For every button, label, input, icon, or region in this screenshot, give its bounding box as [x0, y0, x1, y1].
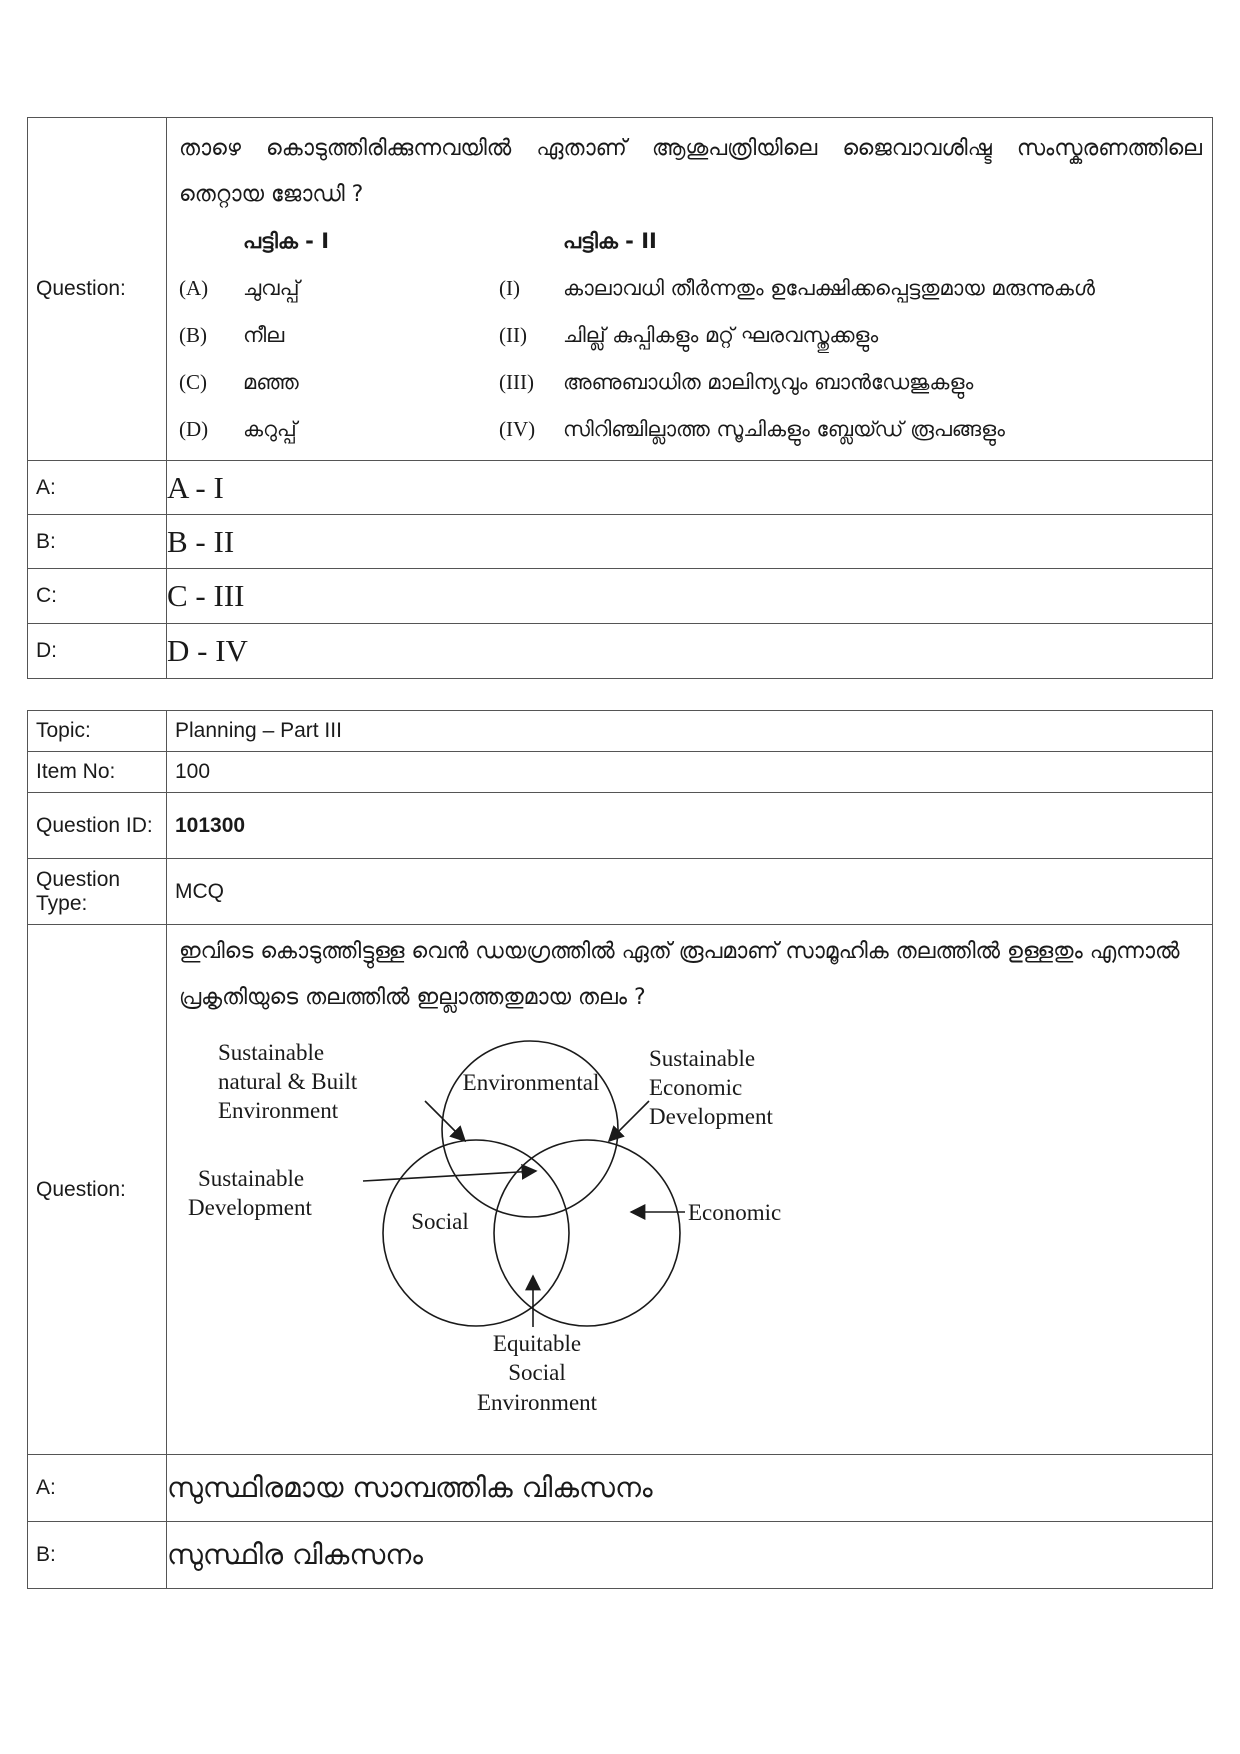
option-text[interactable]: സുസ്ഥിരമായ സാമ്പത്തിക വികസനം: [167, 1455, 1213, 1522]
list1-item: ചുവപ്പ്: [243, 275, 300, 300]
list2-header: പട്ടിക - II: [563, 228, 657, 253]
item-no-row: [28, 752, 1213, 793]
economic-circle: [494, 1140, 680, 1326]
list2-key: (III): [499, 369, 534, 394]
list1-key: (A): [179, 275, 209, 300]
list1-item: മഞ്ഞ: [243, 369, 299, 394]
label-sd-2: Development: [188, 1195, 312, 1220]
question-content: [167, 118, 1213, 461]
option-label: A:: [28, 461, 167, 515]
list1-item: കറുപ്പ്: [243, 416, 297, 441]
list2-item: ചില്ല് കുപ്പികളും മറ്റ് ഘരവസ്തുക്കളും: [563, 322, 879, 347]
label-ese-1: Equitable: [492, 1331, 582, 1356]
list2-item: കാലാവധി തീർന്നതും ഉപേക്ഷിക്കപ്പെട്ടതുമായ മരുന്നുകൾ: [563, 275, 1095, 300]
label-sed-1: Sustainable: [649, 1046, 756, 1071]
option-text[interactable]: D - IV: [167, 624, 1213, 679]
question-table-1: [27, 117, 1213, 679]
list1-key: (D): [179, 416, 209, 441]
question-stem: താഴെ കൊടുത്തിരിക്കുന്നവയിൽ ഏതാണ് ആശുപത്രിയിലെ ജൈവാവശിഷ്ട സംസ്കരണത്തിലെ തെറ്റായ ജോഡി ?: [179, 135, 1202, 207]
list2-key: (II): [499, 322, 527, 347]
question-id-row: [28, 793, 1213, 859]
match-list: [167, 218, 1212, 459]
item-no-value: 100: [167, 752, 1213, 793]
label-snbe-3: Environment: [218, 1098, 339, 1123]
label-sed-2: Economic: [649, 1075, 743, 1100]
question-type-value: MCQ: [167, 859, 1213, 925]
option-text[interactable]: A - I: [167, 461, 1213, 515]
list1-header: പട്ടിക - I: [243, 228, 330, 253]
label-economic: Economic: [688, 1200, 782, 1225]
option-label: C:: [28, 569, 167, 624]
list2-item: സിറിഞ്ചില്ലാത്ത സൂചികളും ബ്ലേയ്ഡ് രൂപങ്ങളും: [563, 416, 1005, 441]
option-text[interactable]: C - III: [167, 569, 1213, 624]
question-type-label: Question Type:: [28, 859, 167, 925]
question-type-row: [28, 859, 1213, 925]
option-label: B:: [28, 515, 167, 569]
question-stem: ഇവിടെ കൊടുത്തിട്ടുള്ള വെൻ ഡയഗ്രത്തിൽ ഏത് രൂപമാണ് സാമൂഹിക തലത്തിൽ ഉള്ളതും എന്നാൽ പ്രകൃതിയുടെ തലത്തിൽ ഇല്ലാത്തതുമായ തലം ?: [179, 939, 1180, 1010]
environmental-circle: [442, 1041, 618, 1217]
option-row-c[interactable]: [28, 569, 1213, 624]
question-id-value: 101300: [167, 793, 1213, 859]
option-label: D:: [28, 624, 167, 679]
option-row-b[interactable]: [28, 515, 1213, 569]
list2-key: (IV): [499, 416, 536, 441]
option-row-b[interactable]: [28, 1522, 1213, 1589]
list1-key: (C): [179, 369, 207, 394]
label-sd-1: Sustainable: [198, 1166, 305, 1191]
option-row-a[interactable]: [28, 461, 1213, 515]
option-label: A:: [28, 1455, 167, 1522]
question-content: [167, 925, 1213, 1455]
question-row: [28, 925, 1213, 1455]
label-social: Social: [411, 1209, 469, 1234]
option-label: B:: [28, 1522, 167, 1589]
label-snbe-1: Sustainable: [218, 1040, 325, 1065]
option-row-a[interactable]: [28, 1455, 1213, 1522]
topic-row: [28, 711, 1213, 752]
label-ese-2: Social: [508, 1360, 566, 1385]
topic-value: Planning – Part III: [167, 711, 1213, 752]
label-sed-3: Development: [649, 1104, 773, 1129]
label-ese-3: Environment: [476, 1390, 598, 1415]
label-environmental: Environmental: [462, 1070, 600, 1095]
option-text[interactable]: സുസ്ഥിര വികസനം: [167, 1522, 1213, 1589]
list1-key: (B): [179, 322, 207, 347]
list2-item: അണുബാധിത മാലിന്യവും ബാൻഡേജുകളും: [563, 369, 974, 394]
item-no-label: Item No:: [28, 752, 167, 793]
label-snbe-2: natural & Built: [218, 1069, 358, 1094]
option-row-d[interactable]: [28, 624, 1213, 679]
question-id-label: Question ID:: [28, 793, 167, 859]
option-text[interactable]: B - II: [167, 515, 1213, 569]
question-table-2: [27, 710, 1213, 1589]
venn-diagram: [181, 1021, 801, 1439]
question-label: Question:: [28, 925, 167, 1455]
question-label: Question:: [28, 118, 167, 461]
list1-item: നീല: [243, 322, 285, 347]
list2-key: (I): [499, 275, 520, 300]
question-row: [28, 118, 1213, 461]
topic-label: Topic:: [28, 711, 167, 752]
